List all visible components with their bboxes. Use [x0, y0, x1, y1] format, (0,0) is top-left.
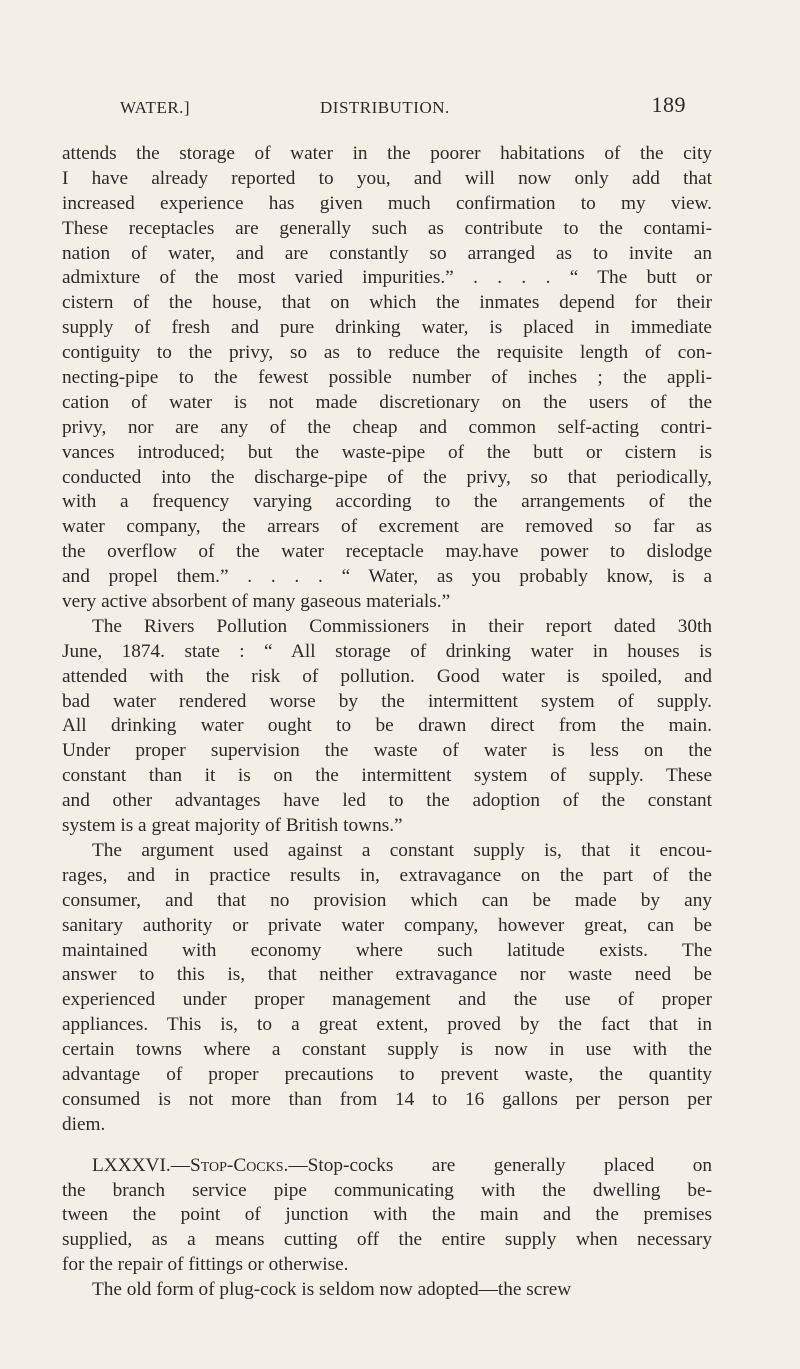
text-line: privy, nor are any of the cheap and common self-acting contri- [62, 416, 712, 438]
text-line: for the repair of fittings or otherwise. [62, 1254, 349, 1276]
text-line: All drinking water ought to be drawn direct from the main. [62, 715, 712, 737]
text-line: The Rivers Pollution Commissioners in their report dated 30th [92, 615, 712, 637]
text-line: The argument used against a constant supply is, that it encou- [92, 839, 712, 861]
text-line: vances introduced; but the waste-pipe of the butt or cistern is [62, 441, 712, 463]
text-line: June, 1874. state : “ All storage of drinking water in houses is [62, 640, 712, 662]
text-line: supply of fresh and pure drinking water, is placed in immediate [62, 317, 712, 339]
text-line: system is a great majority of British towns.” [62, 815, 403, 837]
body-text [62, 142, 712, 1303]
chapter-title: DISTRIBUTION. [320, 98, 450, 117]
text-line: attends the storage of water in the poorer habitations of the city [62, 143, 712, 164]
running-head [120, 92, 686, 122]
text-line: certain towns where a constant supply is now in use with the [62, 1039, 712, 1061]
text-line: conducted into the discharge-pipe of the privy, so that periodically, [62, 466, 712, 488]
text-line: admixture of the most varied impurities.” . . . . “ The butt or [62, 267, 712, 289]
text-line: increased experience has given much confirmation to my view. [62, 192, 712, 214]
text-line: experienced under proper management and the use of proper [62, 989, 712, 1011]
text-line: consumer, and that no provision which can be made by any [62, 889, 712, 911]
text-line: bad water rendered worse by the intermittent system of supply. [62, 690, 712, 712]
text-line: rages, and in practice results in, extravagance on the part of the [62, 864, 712, 886]
text-line: —Stop-cocks are generally placed on [288, 1154, 712, 1176]
text-line: I have already reported to you, and will now only add that [62, 167, 712, 189]
page-number: 189 [651, 92, 686, 117]
text-line: attended with the risk of pollution. Good water is spoiled, and [62, 665, 712, 687]
text-line: contiguity to the privy, so as to reduce the requisite length of con- [62, 342, 712, 364]
text-line: sanitary authority or private water company, however great, can be [62, 914, 712, 936]
section-heading: —Stop-Cocks. [170, 1154, 289, 1176]
text-line: Under proper supervision the waste of water is less on the [62, 740, 712, 762]
text-line: the branch service pipe communicating with the dwelling be- [62, 1179, 712, 1201]
paragraph-gap [62, 1138, 712, 1154]
text-line: appliances. This is, to a great extent, proved by the fact that in [62, 1014, 712, 1036]
text-line: supplied, as a means cutting off the entire supply when necessary [62, 1229, 712, 1251]
text-line: cation of water is not made discretionary on the users of the [62, 391, 712, 413]
text-line: and propel them.” . . . . “ Water, as you probably know, is a [62, 566, 712, 588]
text-line: the overflow of the water receptacle may.have power to dislodge [62, 541, 712, 563]
text-line: tween the point of junction with the main and the premises [62, 1204, 712, 1226]
text-line: The old form of plug-cock is seldom now adopted—the screw [92, 1279, 572, 1301]
text-line: water company, the arrears of excrement are removed so far as [62, 516, 712, 538]
text-line: very active absorbent of many gaseous materials.” [62, 591, 451, 613]
text-line: necting-pipe to the fewest possible number of inches ; the appli- [62, 367, 712, 389]
section-label: WATER.] [120, 98, 191, 117]
text-line: answer to this is, that neither extravagance nor waste need be [62, 964, 712, 986]
text-line: with a frequency varying according to the arrangements of the [62, 491, 712, 513]
text-line: nation of water, and are constantly so arranged as to invite an [62, 242, 712, 264]
text-line: consumed is not more than from 14 to 16 gallons per person per [62, 1088, 712, 1110]
text-line: cistern of the house, that on which the inmates depend for their [62, 292, 712, 314]
text-line: constant than it is on the intermittent system of supply. These [62, 765, 712, 787]
section-heading-line [62, 1154, 712, 1179]
section-number: LXXXVI. [92, 1154, 171, 1176]
text-line: maintained with economy where such latitude exists. The [62, 939, 712, 961]
text-line: These receptacles are generally such as contribute to the contami- [62, 217, 712, 239]
text-line: and other advantages have led to the adoption of the constant [62, 790, 712, 812]
text-line: advantage of proper precautions to prevent waste, the quantity [62, 1063, 712, 1085]
text-line: diem. [62, 1113, 106, 1135]
